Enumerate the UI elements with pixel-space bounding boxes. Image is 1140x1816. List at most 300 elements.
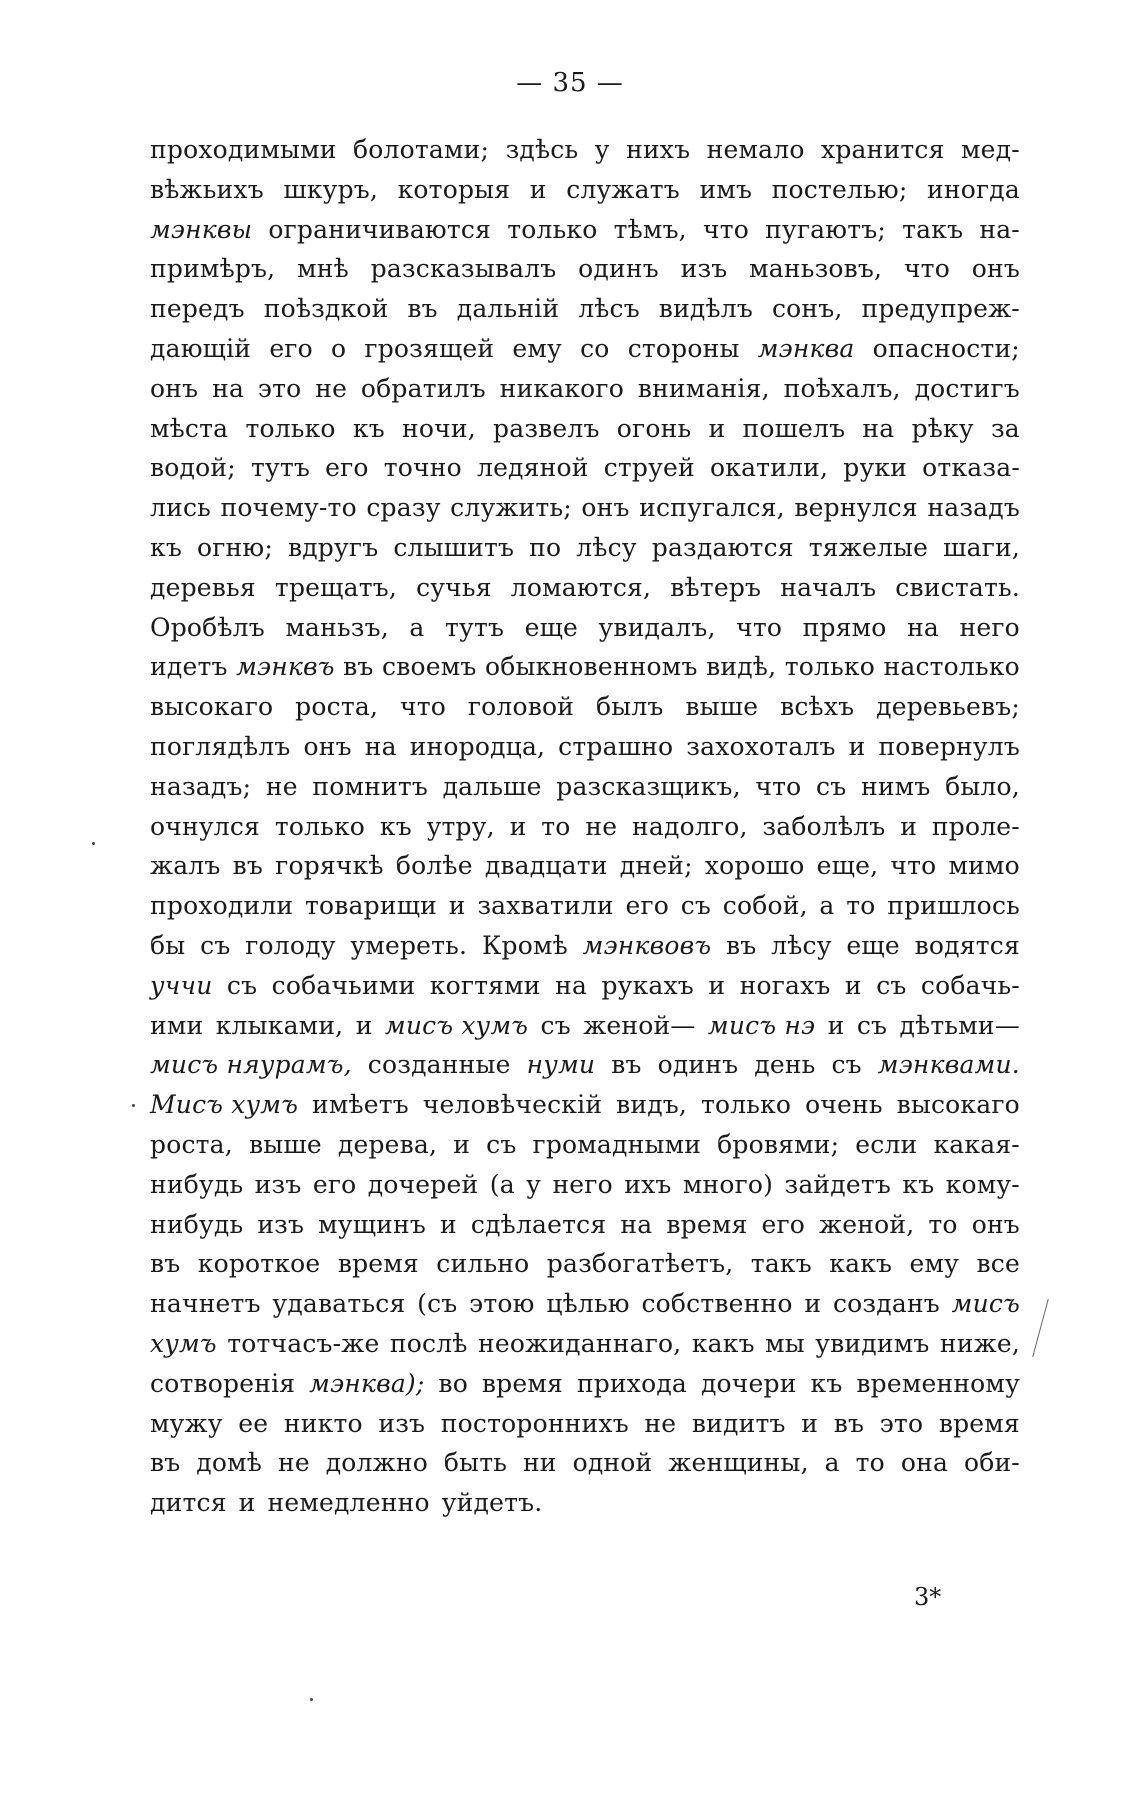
text-line <box>150 767 1020 807</box>
word: было, <box>945 771 1020 801</box>
text-line <box>150 1244 1020 1284</box>
text-line <box>150 807 1020 847</box>
word: много) <box>682 1169 774 1199</box>
word: на <box>862 413 895 443</box>
word: достигъ <box>914 373 1020 403</box>
word: здѣсь <box>505 135 579 164</box>
word: товарищи <box>304 891 438 921</box>
word: должно <box>325 1448 428 1478</box>
word: изъ <box>257 1209 305 1239</box>
word: такъ <box>902 214 964 244</box>
word: назадъ; <box>150 771 252 801</box>
word: которыя <box>397 174 511 204</box>
word: него <box>552 1169 613 1199</box>
italic-word: мисъ нэ <box>707 1010 816 1040</box>
word: помнитъ <box>312 771 428 801</box>
word: иногда <box>927 174 1020 204</box>
word: ими <box>150 1010 204 1040</box>
word: роста, <box>295 692 379 722</box>
word: ломаются, <box>510 572 652 602</box>
italic-word: мэнквъ <box>236 652 335 682</box>
word: короткое <box>197 1249 321 1279</box>
word: то <box>928 1209 958 1239</box>
word: никакого <box>499 373 624 403</box>
word: съ <box>680 891 712 921</box>
word: это <box>257 373 302 403</box>
word: какая- <box>933 1129 1020 1159</box>
word: только <box>784 652 875 682</box>
word: ниже, <box>939 1328 1020 1358</box>
word: вдругъ <box>287 532 379 562</box>
word: него <box>959 612 1020 642</box>
word: на <box>212 373 245 403</box>
word: дочерей <box>367 1169 479 1199</box>
word: хранится <box>821 135 945 164</box>
word: (съ <box>417 1289 458 1319</box>
word: ногахъ <box>739 970 831 1000</box>
word: проходимыми <box>150 135 337 164</box>
word: въ <box>611 1050 642 1080</box>
word: не <box>265 771 298 801</box>
italic-word: мисъ <box>951 1289 1020 1319</box>
word: трещатъ, <box>274 572 397 602</box>
word: постелью; <box>771 174 908 204</box>
word: поглядѣлъ <box>150 731 291 761</box>
word: деревьевъ; <box>876 692 1020 722</box>
text-line <box>150 886 1020 926</box>
word: уйдетъ. <box>441 1488 543 1518</box>
word: созданъ <box>832 1289 940 1319</box>
word: лись <box>150 493 211 523</box>
word: служатъ <box>566 174 680 204</box>
text-line <box>150 926 1020 966</box>
word: шкуръ, <box>283 174 379 204</box>
word: съ <box>831 1050 862 1080</box>
word: къ <box>379 811 412 841</box>
word: пошелъ <box>742 413 846 443</box>
word: удаваться <box>272 1289 406 1319</box>
word: что <box>736 612 783 642</box>
word: то <box>846 891 876 921</box>
word: какъ <box>691 1328 755 1358</box>
word: и <box>509 811 527 841</box>
text-line <box>150 329 1020 369</box>
word: захватили <box>477 891 614 921</box>
word: изъ <box>254 1169 302 1199</box>
word: время <box>666 1209 748 1239</box>
word: только <box>245 413 336 443</box>
word: за <box>990 413 1020 443</box>
word: она <box>900 1448 949 1478</box>
word: нибудь <box>150 1169 244 1199</box>
word: захохоталъ <box>686 731 836 761</box>
word: въ <box>150 1249 181 1279</box>
word: домѣ <box>196 1448 263 1478</box>
word: постороннихъ <box>440 1408 629 1438</box>
word: высокаго <box>150 692 274 722</box>
body-text <box>150 130 1020 1523</box>
word: мужу <box>150 1408 223 1438</box>
text-line <box>150 568 1020 608</box>
word: о <box>331 333 347 363</box>
word: Оробѣлъ <box>150 612 265 642</box>
word: повернулъ <box>878 731 1020 761</box>
word: развелъ <box>493 413 600 443</box>
word: и <box>453 1129 471 1159</box>
word: сдѣлается <box>470 1209 607 1239</box>
word: время <box>337 1249 419 1279</box>
word: свистать. <box>895 572 1020 602</box>
word: въ <box>833 1408 865 1438</box>
italic-word: нуми <box>526 1050 596 1080</box>
word: всѣхъ <box>780 692 855 722</box>
word: на- <box>979 214 1020 244</box>
word: очень <box>805 1090 883 1120</box>
word: сразу <box>366 493 441 523</box>
word: такъ <box>750 1249 812 1279</box>
word: Кромѣ <box>481 930 568 960</box>
word: сучья <box>416 572 492 602</box>
word: а <box>824 1448 840 1478</box>
word: съ <box>856 1010 888 1040</box>
word: его <box>325 453 369 483</box>
word: его <box>625 891 670 921</box>
word: зайдетъ <box>784 1169 892 1199</box>
word: началъ <box>780 572 877 602</box>
word: заболѣлъ <box>762 811 886 841</box>
word: и <box>708 970 726 1000</box>
word: выше <box>249 1129 322 1159</box>
word: время <box>938 1408 1020 1438</box>
word: все <box>976 1249 1020 1279</box>
word: тяжелые <box>808 532 929 562</box>
word: имъ <box>699 174 753 204</box>
word: неожиданнаго, <box>478 1328 682 1358</box>
word: видитъ <box>691 1408 786 1438</box>
word: ограничиваются <box>268 214 492 244</box>
word: на <box>555 970 588 1000</box>
word: громадными <box>532 1129 702 1159</box>
word: лѣсу <box>576 532 637 562</box>
word: инородца, <box>409 731 546 761</box>
word: только <box>700 1090 792 1120</box>
word: и <box>900 811 918 841</box>
italic-word: мэнквы <box>150 214 253 244</box>
word: поѣздкой <box>263 294 389 324</box>
word: и <box>238 1488 256 1518</box>
word: очнулся <box>150 811 261 841</box>
word: мед- <box>961 135 1020 164</box>
word: рукахъ <box>601 970 694 1000</box>
word: что <box>890 851 937 881</box>
word: нимъ <box>860 771 931 801</box>
word: руки <box>843 453 908 483</box>
word: не <box>644 1408 677 1438</box>
word: увидимъ <box>815 1328 930 1358</box>
word: съ <box>226 970 258 1000</box>
word: (а <box>489 1169 515 1199</box>
text-line <box>150 647 1020 687</box>
text-line <box>150 608 1020 648</box>
word: время <box>481 1368 563 1398</box>
word: головой <box>467 692 575 722</box>
word: проходили <box>150 891 294 921</box>
word: съ <box>816 771 847 801</box>
word: и <box>848 731 866 761</box>
word: слышитъ <box>393 532 515 562</box>
word: тутъ <box>250 453 311 483</box>
word: что <box>399 692 446 722</box>
text-line <box>150 210 1020 250</box>
word: примѣръ, <box>150 254 276 284</box>
italic-word: мэнква); <box>309 1368 425 1398</box>
word: онъ <box>303 731 352 761</box>
word: клыками, <box>215 1010 344 1040</box>
word: дальше <box>442 771 542 801</box>
word: пришлось <box>887 891 1020 921</box>
word: онъ <box>971 254 1020 284</box>
word: что <box>755 771 802 801</box>
word: къ <box>902 1169 935 1199</box>
word: разсказщикъ, <box>556 771 741 801</box>
word: шаги, <box>943 532 1020 562</box>
word: отказа- <box>922 453 1020 483</box>
word: въ <box>407 294 438 324</box>
italic-word: хумъ <box>150 1328 217 1358</box>
word: прямо <box>802 612 887 642</box>
word: что <box>903 254 950 284</box>
word: нихъ <box>626 135 691 164</box>
word: двадцати <box>484 851 608 881</box>
text-line <box>150 488 1020 528</box>
scan-speck <box>310 1698 313 1701</box>
word: вѣжьихъ <box>150 174 264 204</box>
text-line <box>150 1404 1020 1444</box>
word: а <box>819 891 835 921</box>
word: женой— <box>583 1010 696 1040</box>
word: только <box>507 214 598 244</box>
word: ночи, <box>401 413 476 443</box>
word: лѣсъ <box>578 294 640 324</box>
word: сильно <box>436 1249 530 1279</box>
word: точно <box>383 453 462 483</box>
word: испугался, <box>639 493 785 523</box>
word: что <box>702 214 749 244</box>
word: лѣсу <box>771 930 832 960</box>
text-line <box>150 727 1020 767</box>
word: его <box>312 1169 357 1199</box>
word: маньзъ, <box>285 612 389 642</box>
word: одной <box>572 1448 653 1478</box>
word: водятся <box>914 930 1020 960</box>
italic-word: мэнква <box>757 333 855 363</box>
word: не <box>315 373 348 403</box>
word: и <box>708 413 726 443</box>
word: онъ <box>971 1209 1020 1239</box>
word: предупреж- <box>861 294 1020 324</box>
word: тѣмъ, <box>613 214 687 244</box>
word: начнетъ <box>150 1289 261 1319</box>
word: видѣлъ <box>658 294 753 324</box>
word: къ <box>150 532 182 562</box>
word: огню; <box>196 532 273 562</box>
text-line <box>150 409 1020 449</box>
word: цѣлью <box>546 1289 630 1319</box>
word: тотчасъ-же <box>227 1328 380 1358</box>
word: дней; <box>619 851 693 881</box>
word: не <box>277 1448 310 1478</box>
word: собачь- <box>920 970 1020 1000</box>
text-line <box>150 1364 1020 1404</box>
word: видѣ, <box>706 652 777 682</box>
word: огонь <box>616 413 692 443</box>
word: мнѣ <box>297 254 349 284</box>
word: и <box>440 1209 457 1239</box>
word: онъ <box>150 373 199 403</box>
word: грозящей <box>364 333 495 363</box>
word: дающій <box>150 333 252 363</box>
word: дѣтьми— <box>899 1010 1020 1040</box>
word: его <box>269 333 313 363</box>
word: во <box>438 1368 468 1398</box>
word: стороны <box>627 333 740 363</box>
word: немало <box>706 135 805 164</box>
word: одинъ <box>657 1050 739 1080</box>
text-line <box>150 249 1020 289</box>
word: пугаютъ; <box>765 214 887 244</box>
word: дится <box>150 1488 227 1518</box>
text-line <box>150 1006 1020 1046</box>
word: и <box>844 970 862 1000</box>
text-line <box>150 1045 1020 1085</box>
pencil-mark <box>1032 1299 1048 1357</box>
word: если <box>855 1129 918 1159</box>
text-line <box>150 1165 1020 1205</box>
word: проле- <box>931 811 1020 841</box>
word: роста, <box>150 1129 233 1159</box>
word: то <box>541 811 571 841</box>
word: ее <box>238 1408 269 1438</box>
word: на <box>620 1209 653 1239</box>
word: созданные <box>367 1050 511 1080</box>
word: это <box>879 1408 924 1438</box>
word: и <box>448 891 466 921</box>
word: человѣческій <box>422 1090 603 1120</box>
word: послѣ <box>389 1328 468 1358</box>
word: дочери <box>700 1368 797 1398</box>
word: маньзовъ, <box>749 254 883 284</box>
word: болотами; <box>353 135 490 164</box>
word: собственно <box>641 1289 793 1319</box>
word: изъ <box>378 1408 426 1438</box>
word: только <box>274 811 366 841</box>
word: назадъ <box>927 493 1020 523</box>
text-line <box>150 1443 1020 1483</box>
word: со <box>580 333 610 363</box>
word: по <box>529 532 562 562</box>
word: еще <box>846 930 900 960</box>
word: обыкновенномъ <box>485 652 698 682</box>
word: съ <box>540 1010 571 1040</box>
word: увидалъ, <box>598 612 716 642</box>
word: у <box>594 135 610 164</box>
word: вернулся <box>794 493 918 523</box>
word: оби- <box>963 1448 1020 1478</box>
word: и <box>801 1408 819 1438</box>
word: дерева, <box>337 1129 438 1159</box>
italic-word: мэнквовъ <box>582 930 712 960</box>
word: раздаются <box>651 532 794 562</box>
word: голоду <box>245 930 336 960</box>
word: съ <box>486 1129 517 1159</box>
word: не <box>585 811 618 841</box>
word: хорошо <box>704 851 805 881</box>
word: прихода <box>576 1368 688 1398</box>
word: на <box>364 731 397 761</box>
word: тутъ <box>445 612 505 642</box>
word: никто <box>283 1408 363 1438</box>
word: струей <box>603 453 695 483</box>
text-line <box>150 170 1020 210</box>
scan-speck <box>92 842 95 845</box>
word: выше <box>685 692 759 722</box>
word: бровями; <box>717 1129 840 1159</box>
word: былъ <box>596 692 664 722</box>
word: изъ <box>680 254 728 284</box>
word: какъ <box>829 1249 893 1279</box>
text-line <box>150 448 1020 488</box>
word: ихъ <box>624 1169 672 1199</box>
word: у <box>526 1169 542 1199</box>
word: надолго, <box>632 811 748 841</box>
word: и <box>529 174 547 204</box>
word: въ <box>150 1448 181 1478</box>
text-line <box>150 966 1020 1006</box>
word: передъ <box>150 294 245 324</box>
text-line <box>150 289 1020 329</box>
word: разбогатѣетъ, <box>546 1249 734 1279</box>
word: къ <box>352 413 385 443</box>
italic-word: уччи <box>150 970 213 1000</box>
word: мѣста <box>150 413 229 443</box>
word: въ <box>343 652 374 682</box>
word: жалъ <box>150 851 221 881</box>
word: и <box>827 1010 845 1040</box>
text-line <box>150 369 1020 409</box>
word: собачьими <box>271 970 416 1000</box>
word: быть <box>443 1448 508 1478</box>
word: страшно <box>558 731 674 761</box>
text-line <box>150 1085 1020 1125</box>
word: болѣе <box>395 851 473 881</box>
word: немедленно <box>267 1488 430 1518</box>
word: водой; <box>150 453 236 483</box>
word: и <box>804 1289 822 1319</box>
word: обратилъ <box>360 373 486 403</box>
word: деревья <box>150 572 256 602</box>
word: опасности; <box>872 333 1020 363</box>
word: почему-то <box>220 493 357 523</box>
word: утру, <box>426 811 495 841</box>
word: рѣку <box>911 413 974 443</box>
word: когтями <box>429 970 541 1000</box>
word: умереть. <box>350 930 468 960</box>
word: ни <box>522 1448 557 1478</box>
italic-word: Мисъ хумъ <box>150 1090 299 1120</box>
word: онъ <box>581 493 630 523</box>
word: горячкѣ <box>275 851 384 881</box>
text-line <box>150 1205 1020 1245</box>
